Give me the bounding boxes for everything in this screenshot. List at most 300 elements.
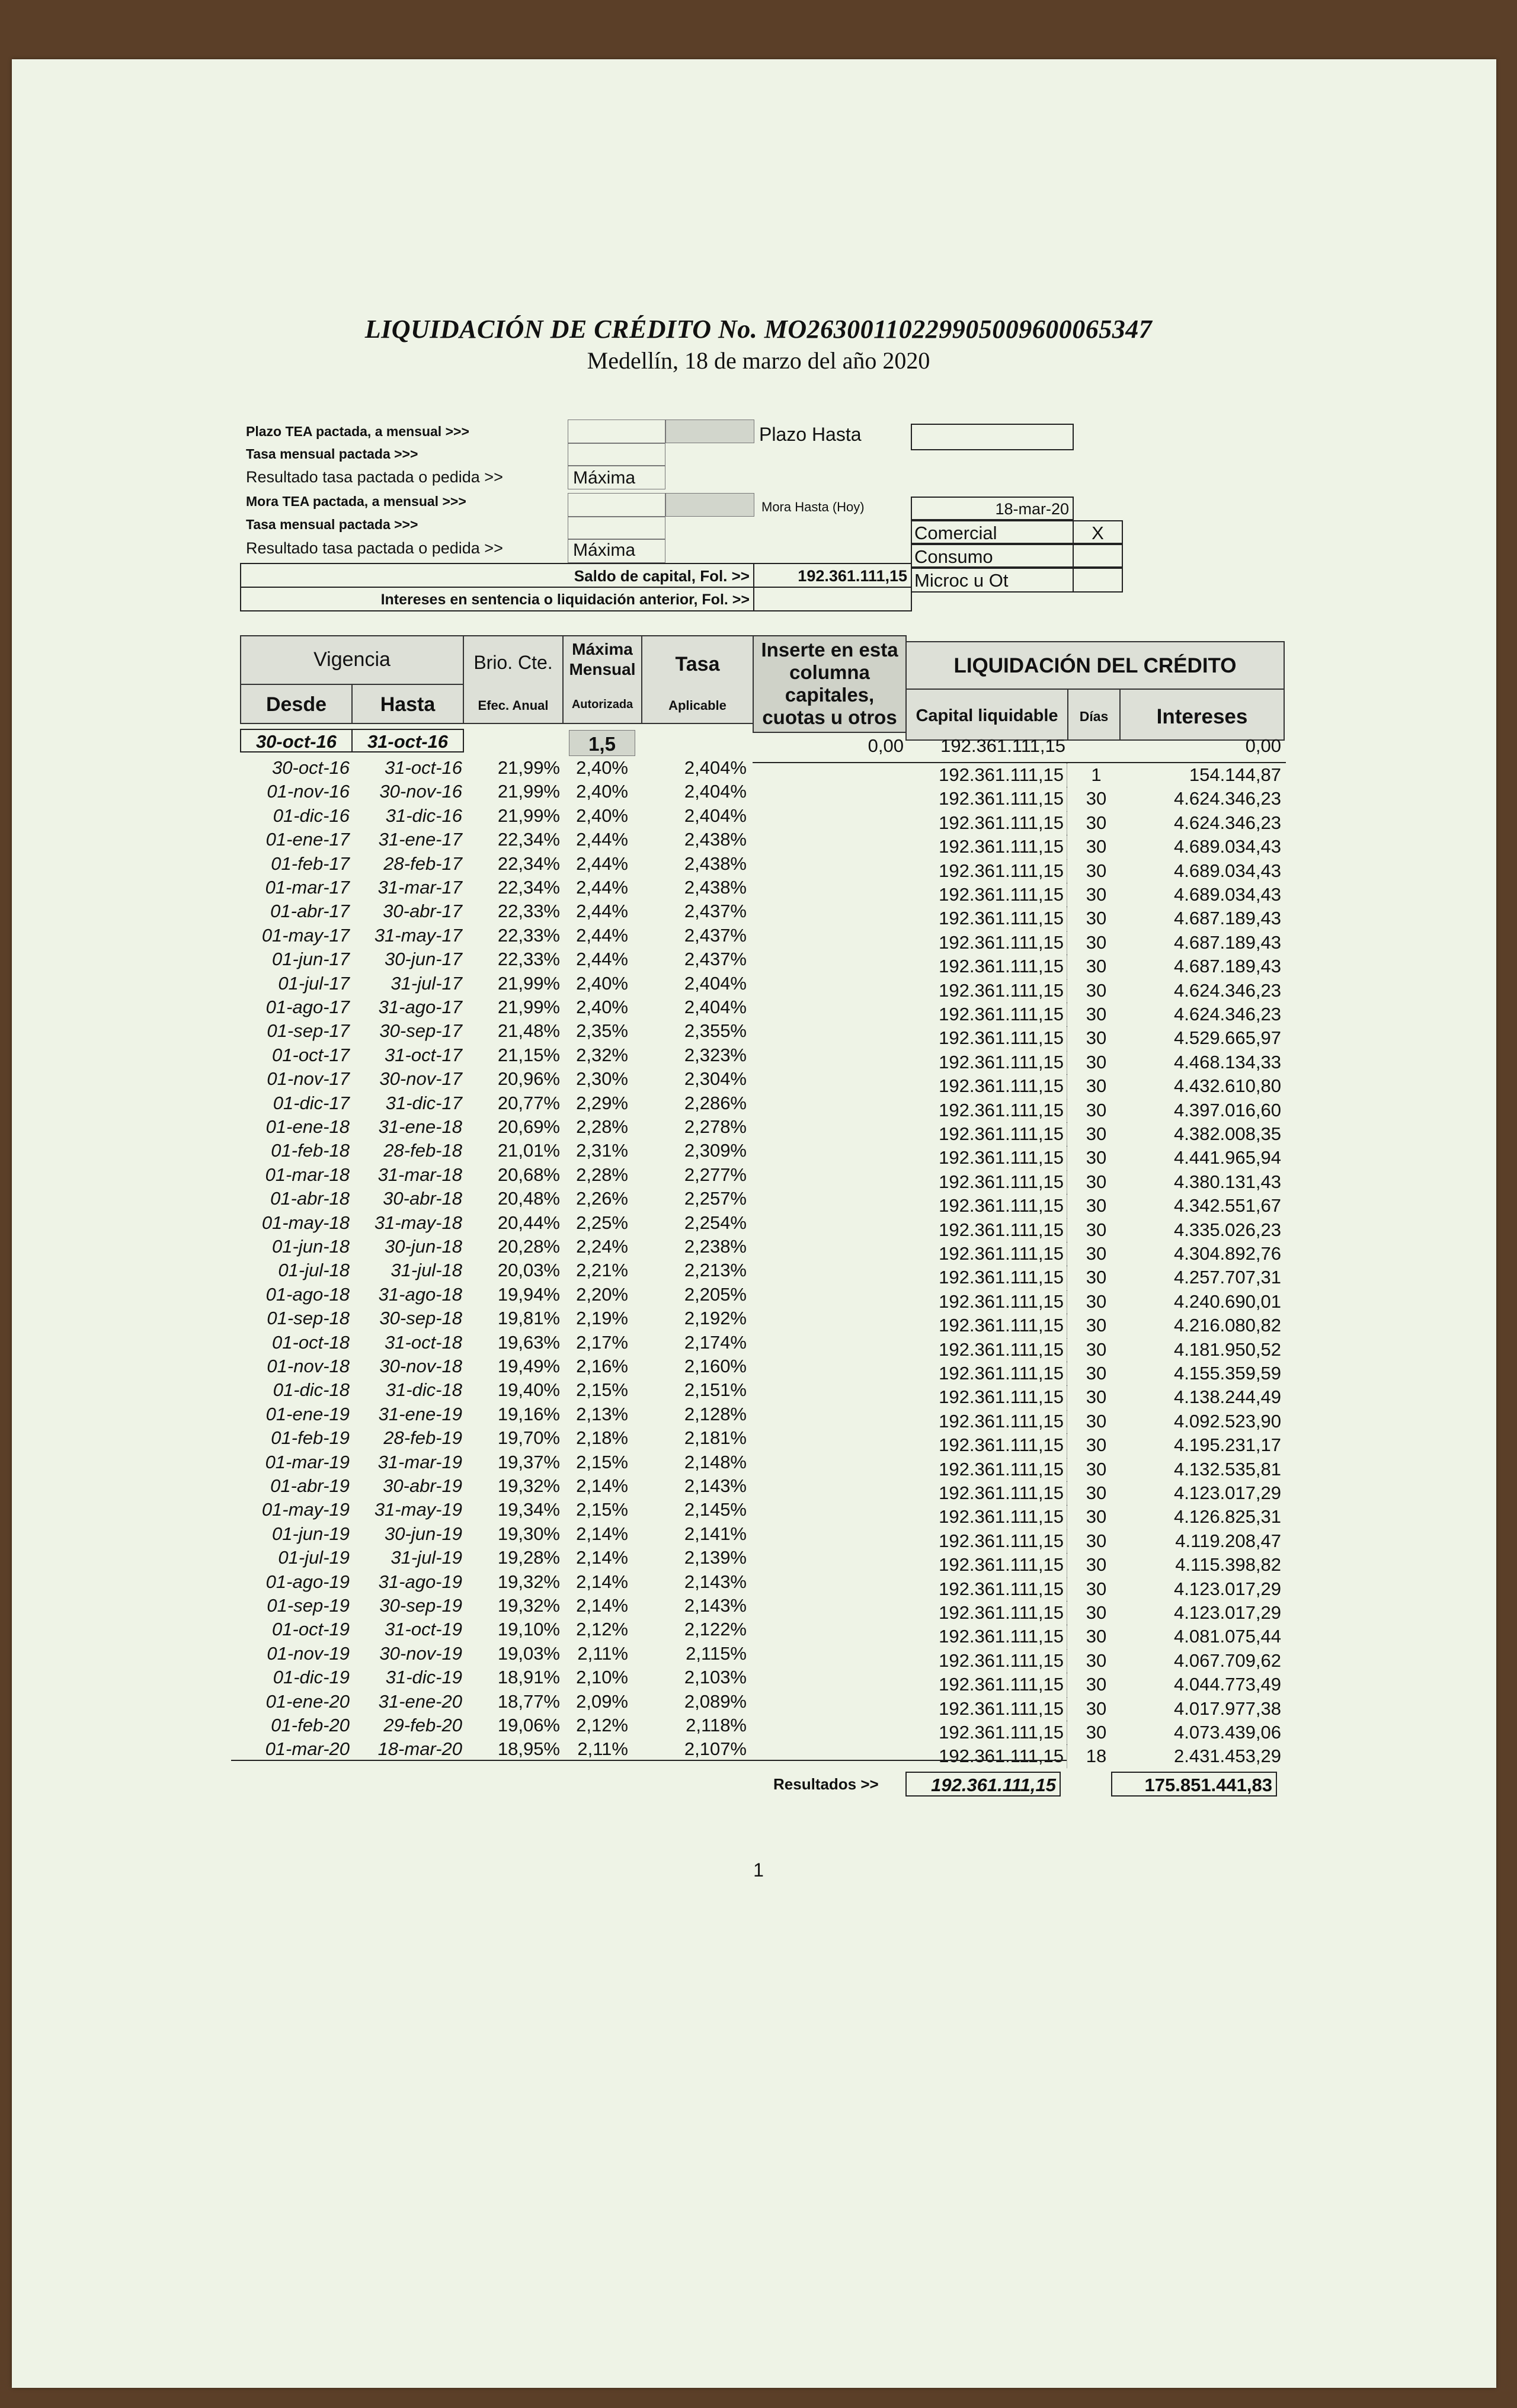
cell-brio: 21,48%	[497, 1020, 560, 1041]
cell-intereses: 4.067.709,62	[1173, 1650, 1281, 1671]
cell-dias: 30	[1086, 1123, 1107, 1144]
cell-maxima: 2,09%	[576, 1691, 628, 1712]
cell-tasa: 2,160%	[684, 1356, 747, 1376]
cell-tasa: 2,404%	[684, 757, 747, 778]
param-cell	[665, 420, 754, 443]
cell-tasa: 2,181%	[684, 1427, 747, 1448]
cell-brio: 19,32%	[497, 1595, 560, 1616]
cell-tasa: 2,309%	[684, 1140, 747, 1161]
cell-desde: 01-sep-18	[267, 1308, 350, 1328]
param-label-1: Plazo TEA pactada, a mensual >>>	[246, 424, 469, 439]
cell-maxima: 2,14%	[576, 1595, 628, 1616]
cell-capital: 192.361.111,15	[939, 1147, 1064, 1168]
cell-maxima: 2,40%	[576, 997, 628, 1017]
inserte-line-3: capitales,	[785, 684, 875, 706]
cell-maxima: 2,24%	[576, 1236, 628, 1257]
saldo-value: 192.361.111,15	[798, 567, 907, 585]
cell-brio: 18,77%	[497, 1691, 560, 1712]
cell-intereses: 4.624.346,23	[1173, 812, 1281, 833]
cell-tasa: 2,404%	[684, 973, 747, 994]
cell-tasa: 2,148%	[684, 1452, 747, 1472]
cell-brio: 19,30%	[497, 1523, 560, 1544]
cell-dias: 30	[1086, 788, 1107, 809]
cell-dias: 30	[1086, 1171, 1107, 1192]
cell-hasta: 31-dic-18	[385, 1379, 462, 1400]
cell-dias: 30	[1086, 812, 1107, 833]
cell-intereses: 4.304.892,76	[1173, 1243, 1281, 1264]
consumo-label: Consumo	[914, 546, 993, 567]
cell-capital: 192.361.111,15	[939, 1004, 1064, 1024]
cell-desde: 01-oct-17	[272, 1045, 350, 1065]
cell-maxima: 2,14%	[576, 1475, 628, 1496]
cell-desde: 01-feb-18	[271, 1140, 350, 1161]
vigencia-header	[240, 635, 464, 685]
cell-brio: 19,16%	[497, 1404, 560, 1424]
table-bottom-rule	[231, 1760, 1067, 1761]
cell-intereses: 4.380.131,43	[1173, 1171, 1281, 1192]
cell-intereses: 4.240.690,01	[1173, 1291, 1281, 1312]
results-intereses: 175.851.441,83	[1144, 1775, 1272, 1795]
cell-maxima: 2,15%	[576, 1499, 628, 1520]
cell-dias: 30	[1086, 1027, 1107, 1048]
cell-hasta: 28-feb-19	[383, 1427, 462, 1448]
inserte-line-1: Inserte en esta	[761, 639, 898, 661]
cell-dias: 30	[1086, 836, 1107, 857]
cell-intereses: 4.126.825,31	[1173, 1506, 1281, 1527]
cell-intereses: 4.687.189,43	[1173, 956, 1281, 976]
cell-intereses: 4.687.189,43	[1173, 908, 1281, 928]
cell-capital: 192.361.111,15	[939, 812, 1064, 833]
cell-dias: 30	[1086, 1386, 1107, 1407]
param-label-4: Mora TEA pactada, a mensual >>>	[246, 494, 466, 509]
mora-hasta-label: Mora Hasta (Hoy)	[761, 499, 865, 514]
cell-tasa: 2,192%	[684, 1308, 747, 1328]
cell-tasa: 2,404%	[684, 805, 747, 826]
cell-intereses: 4.468.134,33	[1173, 1052, 1281, 1072]
cell-intereses: 4.529.665,97	[1173, 1027, 1281, 1048]
cell-hasta: 28-feb-17	[383, 853, 462, 874]
cell-dias: 30	[1086, 956, 1107, 976]
cell-tasa: 2,277%	[684, 1164, 747, 1185]
cell-maxima: 2,15%	[576, 1452, 628, 1472]
cell-desde: 01-jul-19	[278, 1547, 350, 1568]
consumo-checkbox[interactable]	[1073, 544, 1123, 568]
cell-dias: 30	[1086, 1219, 1107, 1240]
cell-tasa: 2,286%	[684, 1093, 747, 1113]
cell-intereses: 4.624.346,23	[1173, 788, 1281, 809]
cell-capital: 192.361.111,15	[939, 860, 1064, 881]
cell-desde: 01-dic-18	[273, 1379, 350, 1400]
cell-intereses: 4.689.034,43	[1173, 884, 1281, 905]
cell-maxima: 2,20%	[576, 1284, 628, 1305]
cell-brio: 20,69%	[497, 1116, 560, 1137]
cell-intereses: 4.119.208,47	[1175, 1530, 1281, 1551]
cell-capital: 192.361.111,15	[939, 1075, 1064, 1096]
inserte-header	[753, 635, 907, 733]
cell-capital: 192.361.111,15	[939, 788, 1064, 809]
cell-capital: 192.361.111,15	[939, 1267, 1064, 1288]
cell-desde: 01-nov-18	[267, 1356, 350, 1376]
cell-desde: 01-dic-16	[273, 805, 350, 826]
cell-maxima: 2,28%	[576, 1164, 628, 1185]
cell-maxima: 2,10%	[576, 1667, 628, 1687]
cell-hasta: 31-jul-18	[391, 1260, 462, 1280]
cell-maxima: 2,40%	[576, 781, 628, 802]
cell-desde: 01-nov-16	[267, 781, 350, 802]
cell-dias: 30	[1086, 1411, 1107, 1432]
inserte-line-2: columna	[789, 661, 870, 683]
cell-maxima: 2,44%	[576, 949, 628, 969]
cell-hasta: 31-oct-18	[385, 1332, 462, 1353]
cell-hasta: 31-dic-19	[385, 1667, 462, 1687]
cell-tasa: 2,438%	[684, 829, 747, 850]
cell-capital: 192.361.111,15	[939, 1459, 1064, 1480]
cell-desde: 01-ene-19	[265, 1404, 350, 1424]
document-title: LIQUIDACIÓN DE CRÉDITO No. MO26300110229905009600065347	[364, 315, 1153, 344]
comercial-label: Comercial	[914, 523, 997, 543]
cell-brio: 19,63%	[497, 1332, 560, 1353]
microc-cell	[911, 568, 1074, 593]
cell-intereses: 4.624.346,23	[1173, 1004, 1281, 1024]
first-maxima-cell	[569, 730, 635, 756]
cell-capital: 192.361.111,15	[939, 908, 1064, 928]
cell-capital: 192.361.111,15	[939, 1291, 1064, 1312]
cell-tasa: 2,128%	[684, 1404, 747, 1424]
cell-capital: 192.361.111,15	[939, 1363, 1064, 1384]
cell-dias: 18	[1086, 1746, 1107, 1766]
cell-desde: 01-feb-17	[271, 853, 350, 874]
saldo-label-cell	[240, 563, 754, 588]
results-intereses-cell	[1111, 1772, 1277, 1797]
cell-hasta: 30-nov-18	[379, 1356, 462, 1376]
cell-intereses: 4.687.189,43	[1173, 932, 1281, 953]
cell-hasta: 30-nov-19	[379, 1643, 462, 1664]
maxima-header	[562, 635, 642, 724]
cell-intereses: 4.432.610,80	[1173, 1075, 1281, 1096]
cell-intereses: 4.138.244,49	[1173, 1386, 1281, 1407]
cell-maxima: 2,11%	[577, 1643, 628, 1664]
cell-brio: 19,32%	[497, 1475, 560, 1496]
cell-desde: 01-jun-17	[272, 949, 350, 969]
cell-desde: 01-abr-17	[270, 901, 350, 921]
cell-dias: 30	[1086, 1147, 1107, 1168]
param-label-5: Tasa mensual pactada >>>	[246, 517, 418, 532]
cell-brio: 21,99%	[497, 973, 560, 994]
cell-capital: 192.361.111,15	[939, 1722, 1064, 1743]
cell-desde: 01-mar-20	[265, 1738, 350, 1759]
cell-hasta: 28-feb-18	[383, 1140, 462, 1161]
param-label-3: Resultado tasa pactada o pedida >>	[246, 468, 503, 486]
cell-dias: 30	[1086, 1075, 1107, 1096]
plazo-hasta-label: Plazo Hasta	[759, 424, 862, 445]
cell-brio: 20,28%	[497, 1236, 560, 1257]
cell-intereses: 4.155.359,59	[1173, 1363, 1281, 1384]
brio-header	[463, 635, 564, 724]
cell-intereses: 4.081.075,44	[1173, 1626, 1281, 1647]
cell-hasta: 31-may-18	[374, 1212, 462, 1233]
cell-desde: 01-feb-20	[271, 1715, 350, 1735]
cell-tasa: 2,437%	[684, 925, 747, 946]
cell-tasa: 2,151%	[684, 1379, 747, 1400]
document-subtitle: Medellín, 18 de marzo del año 2020	[587, 347, 930, 374]
cell-hasta: 18-mar-20	[377, 1738, 462, 1759]
param-label-2: Tasa mensual pactada >>>	[246, 446, 418, 462]
cell-brio: 19,49%	[497, 1356, 560, 1376]
cell-maxima: 2,26%	[576, 1188, 628, 1209]
cell-brio: 22,34%	[497, 877, 560, 898]
microc-label: Microc u Ot	[914, 570, 1009, 591]
cell-desde: 01-feb-19	[271, 1427, 350, 1448]
cell-intereses: 4.017.977,38	[1173, 1698, 1281, 1719]
cell-capital: 192.361.111,15	[939, 1195, 1064, 1216]
cell-intereses: 4.624.346,23	[1173, 980, 1281, 1001]
cell-maxima: 2,35%	[576, 1020, 628, 1041]
cell-hasta: 31-mar-17	[377, 877, 462, 898]
cell-dias: 30	[1086, 1602, 1107, 1623]
cell-maxima: 2,14%	[576, 1571, 628, 1592]
cell-brio: 22,33%	[497, 925, 560, 946]
cell-hasta: 31-ene-20	[378, 1691, 462, 1712]
cell-capital: 192.361.111,15	[939, 1052, 1064, 1072]
cell-dias: 30	[1086, 1004, 1107, 1024]
cell-intereses: 4.115.398,82	[1175, 1554, 1281, 1575]
cell-hasta: 31-oct-16	[385, 757, 462, 778]
cell-tasa: 2,205%	[684, 1284, 747, 1305]
cell-dias: 30	[1086, 1315, 1107, 1336]
cell-hasta: 30-abr-18	[383, 1188, 462, 1209]
cell-tasa: 2,143%	[684, 1595, 747, 1616]
cell-desde: 01-may-18	[261, 1212, 350, 1233]
cell-dias: 30	[1086, 1578, 1107, 1599]
cell-brio: 19,03%	[497, 1643, 560, 1664]
hasta-header	[351, 684, 464, 724]
page-number: 1	[753, 1859, 764, 1881]
cell-tasa: 2,437%	[684, 949, 747, 969]
cell-brio: 20,68%	[497, 1164, 560, 1185]
cell-tasa: 2,278%	[684, 1116, 747, 1137]
cell-desde: 01-may-19	[261, 1499, 350, 1520]
cell-maxima: 2,28%	[576, 1116, 628, 1137]
cell-maxima: 2,44%	[576, 925, 628, 946]
dias-label: Días	[1079, 709, 1109, 724]
cell-maxima: 2,13%	[576, 1404, 628, 1424]
cell-capital: 192.361.111,15	[939, 836, 1064, 857]
cell-tasa: 2,143%	[684, 1571, 747, 1592]
cell-tasa: 2,103%	[684, 1667, 747, 1687]
first-maxima: 1,5	[588, 733, 616, 755]
cell-intereses: 4.382.008,35	[1173, 1123, 1281, 1144]
cell-intereses: 4.044.773,49	[1173, 1674, 1281, 1695]
cell-brio: 21,99%	[497, 757, 560, 778]
cell-hasta: 30-sep-18	[379, 1308, 462, 1328]
comercial-checkbox[interactable]	[1073, 520, 1123, 544]
cell-maxima: 2,14%	[576, 1547, 628, 1568]
vigencia-label: Vigencia	[313, 648, 391, 671]
cell-hasta: 31-dic-16	[385, 805, 462, 826]
cell-tasa: 2,438%	[684, 877, 747, 898]
cell-intereses: 4.123.017,29	[1173, 1578, 1281, 1599]
cell-dias: 30	[1086, 1100, 1107, 1120]
cell-maxima: 2,19%	[576, 1308, 628, 1328]
maxima-label-1: Máxima	[573, 468, 636, 488]
cell-desde: 01-abr-18	[270, 1188, 350, 1209]
cell-capital: 192.361.111,15	[939, 1411, 1064, 1432]
param-cell	[568, 517, 665, 539]
cell-maxima: 2,44%	[576, 877, 628, 898]
cell-maxima: 2,15%	[576, 1379, 628, 1400]
cell-hasta: 31-ago-18	[378, 1284, 462, 1305]
cell-brio: 20,96%	[497, 1068, 560, 1089]
cell-hasta: 31-ago-17	[378, 997, 462, 1017]
cell-dias: 30	[1086, 1363, 1107, 1384]
cell-brio: 20,44%	[497, 1212, 560, 1233]
cell-dias: 30	[1086, 1267, 1107, 1288]
cell-capital: 192.361.111,15	[939, 764, 1064, 785]
cell-dias: 30	[1086, 1291, 1107, 1312]
cell-brio: 19,06%	[497, 1715, 560, 1735]
results-capital: 192.361.111,15	[931, 1775, 1056, 1795]
tasa-header	[641, 635, 754, 724]
intereses-sentencia-label: Intereses en sentencia o liquidación anterior, Fol. >>	[380, 591, 750, 608]
aplicable-label: Aplicable	[668, 698, 727, 713]
cell-dias: 30	[1086, 1506, 1107, 1527]
results-label: Resultados >>	[773, 1775, 879, 1793]
first-hasta: 31-oct-16	[367, 731, 449, 752]
cell-intereses: 154.144,87	[1189, 764, 1281, 785]
cell-maxima: 2,12%	[576, 1715, 628, 1735]
cell-hasta: 31-oct-17	[385, 1045, 462, 1065]
mora-hasta-field[interactable]	[911, 497, 1074, 520]
cell-tasa: 2,122%	[684, 1619, 747, 1640]
cell-hasta: 30-nov-16	[379, 781, 462, 802]
cell-capital: 192.361.111,15	[939, 1626, 1064, 1647]
saldo-label: Saldo de capital, Fol. >>	[574, 567, 750, 585]
cell-desde: 01-may-17	[261, 925, 350, 946]
saldo-value-cell	[753, 563, 912, 588]
cell-capital: 192.361.111,15	[939, 1506, 1064, 1527]
cell-hasta: 31-ene-19	[378, 1404, 462, 1424]
cell-hasta: 30-jun-19	[385, 1523, 462, 1544]
cell-brio: 21,15%	[497, 1045, 560, 1065]
cell-tasa: 2,115%	[686, 1643, 747, 1664]
cell-brio: 21,99%	[497, 997, 560, 1017]
cell-maxima: 2,32%	[576, 1045, 628, 1065]
cell-maxima: 2,30%	[576, 1068, 628, 1089]
cell-capital: 192.361.111,15	[939, 1746, 1064, 1766]
cell-tasa: 2,438%	[684, 853, 747, 874]
cell-intereses: 4.123.017,29	[1173, 1482, 1281, 1503]
cell-hasta: 31-jul-19	[391, 1547, 462, 1568]
cell-dias: 30	[1086, 1482, 1107, 1503]
cell-tasa: 2,213%	[684, 1260, 747, 1280]
intereses-header	[1119, 689, 1285, 741]
cell-desde: 01-sep-19	[267, 1595, 350, 1616]
cell-maxima: 2,31%	[576, 1140, 628, 1161]
cell-dias: 30	[1086, 1339, 1107, 1360]
cell-capital: 192.361.111,15	[939, 932, 1064, 953]
cell-desde: 01-oct-19	[272, 1619, 350, 1640]
cell-capital: 192.361.111,15	[939, 1482, 1064, 1503]
cell-brio: 19,28%	[497, 1547, 560, 1568]
cell-dias: 30	[1086, 908, 1107, 928]
brio-label: Brio. Cte.	[473, 652, 553, 673]
intereses-label: Intereses	[1156, 705, 1248, 728]
param-label-6: Resultado tasa pactada o pedida >>	[246, 539, 503, 557]
cell-desde: 01-jul-17	[278, 973, 350, 994]
cell-capital: 192.361.111,15	[939, 956, 1064, 976]
cell-intereses: 4.132.535,81	[1173, 1459, 1281, 1480]
cell-hasta: 30-sep-19	[379, 1595, 462, 1616]
cell-capital: 192.361.111,15	[939, 1434, 1064, 1455]
cell-dias: 30	[1086, 1459, 1107, 1480]
cell-hasta: 29-feb-20	[383, 1715, 462, 1735]
cell-hasta: 30-sep-17	[379, 1020, 462, 1041]
cell-tasa: 2,139%	[684, 1547, 747, 1568]
cell-brio: 19,34%	[497, 1499, 560, 1520]
cell-maxima: 2,44%	[576, 853, 628, 874]
cell-desde: 01-mar-17	[265, 877, 350, 898]
cell-capital: 192.361.111,15	[939, 1243, 1064, 1264]
cell-hasta: 31-dic-17	[385, 1093, 462, 1113]
cell-dias: 30	[1086, 1554, 1107, 1575]
microc-checkbox[interactable]	[1073, 568, 1123, 593]
cell-intereses: 4.342.551,67	[1173, 1195, 1281, 1216]
cell-desde: 01-jul-18	[278, 1260, 350, 1280]
results-capital-cell	[905, 1772, 1061, 1797]
liquidacion-label: LIQUIDACIÓN DEL CRÉDITO	[953, 654, 1237, 677]
cell-dias: 30	[1086, 1722, 1107, 1743]
cell-tasa: 2,254%	[684, 1212, 747, 1233]
cell-hasta: 31-ene-18	[378, 1116, 462, 1137]
cell-intereses: 2.431.453,29	[1173, 1746, 1281, 1766]
first-hasta-cell	[351, 729, 464, 752]
cell-tasa: 2,141%	[684, 1523, 747, 1544]
first-intereses: 0,00	[1245, 735, 1281, 756]
mora-hasta-value: 18-mar-20	[995, 500, 1069, 518]
cell-desde: 01-ago-19	[265, 1571, 350, 1592]
intereses-label-cell	[240, 587, 754, 611]
cell-desde: 01-ene-20	[265, 1691, 350, 1712]
cell-tasa: 2,143%	[684, 1475, 747, 1496]
first-capital: 192.361.111,15	[940, 735, 1065, 756]
cell-maxima: 2,14%	[576, 1523, 628, 1544]
cell-dias: 30	[1086, 1243, 1107, 1264]
cell-dias: 30	[1086, 1530, 1107, 1551]
cell-brio: 21,01%	[497, 1140, 560, 1161]
cell-intereses: 4.441.965,94	[1173, 1147, 1281, 1168]
cell-capital: 192.361.111,15	[939, 1339, 1064, 1360]
capital-header	[905, 689, 1068, 741]
cell-desde: 01-ene-18	[265, 1116, 350, 1137]
cell-dias: 30	[1086, 1434, 1107, 1455]
inserte-line-4: cuotas u otros	[762, 706, 897, 728]
plazo-hasta-field[interactable]	[911, 424, 1074, 450]
mensual-label: Mensual	[569, 660, 636, 678]
param-cell	[568, 493, 665, 517]
cell-brio: 18,91%	[497, 1667, 560, 1687]
cell-maxima: 2,11%	[577, 1738, 628, 1759]
cell-brio: 22,34%	[497, 853, 560, 874]
desde-label: Desde	[265, 693, 327, 716]
cell-brio: 22,34%	[497, 829, 560, 850]
cell-desde: 01-dic-17	[273, 1093, 350, 1113]
consumo-cell	[911, 544, 1074, 568]
param-cell	[568, 420, 665, 443]
cell-intereses: 4.335.026,23	[1173, 1219, 1281, 1240]
cell-intereses: 4.123.017,29	[1173, 1602, 1281, 1623]
cell-capital: 192.361.111,15	[939, 1530, 1064, 1551]
comercial-mark: X	[1092, 523, 1104, 543]
